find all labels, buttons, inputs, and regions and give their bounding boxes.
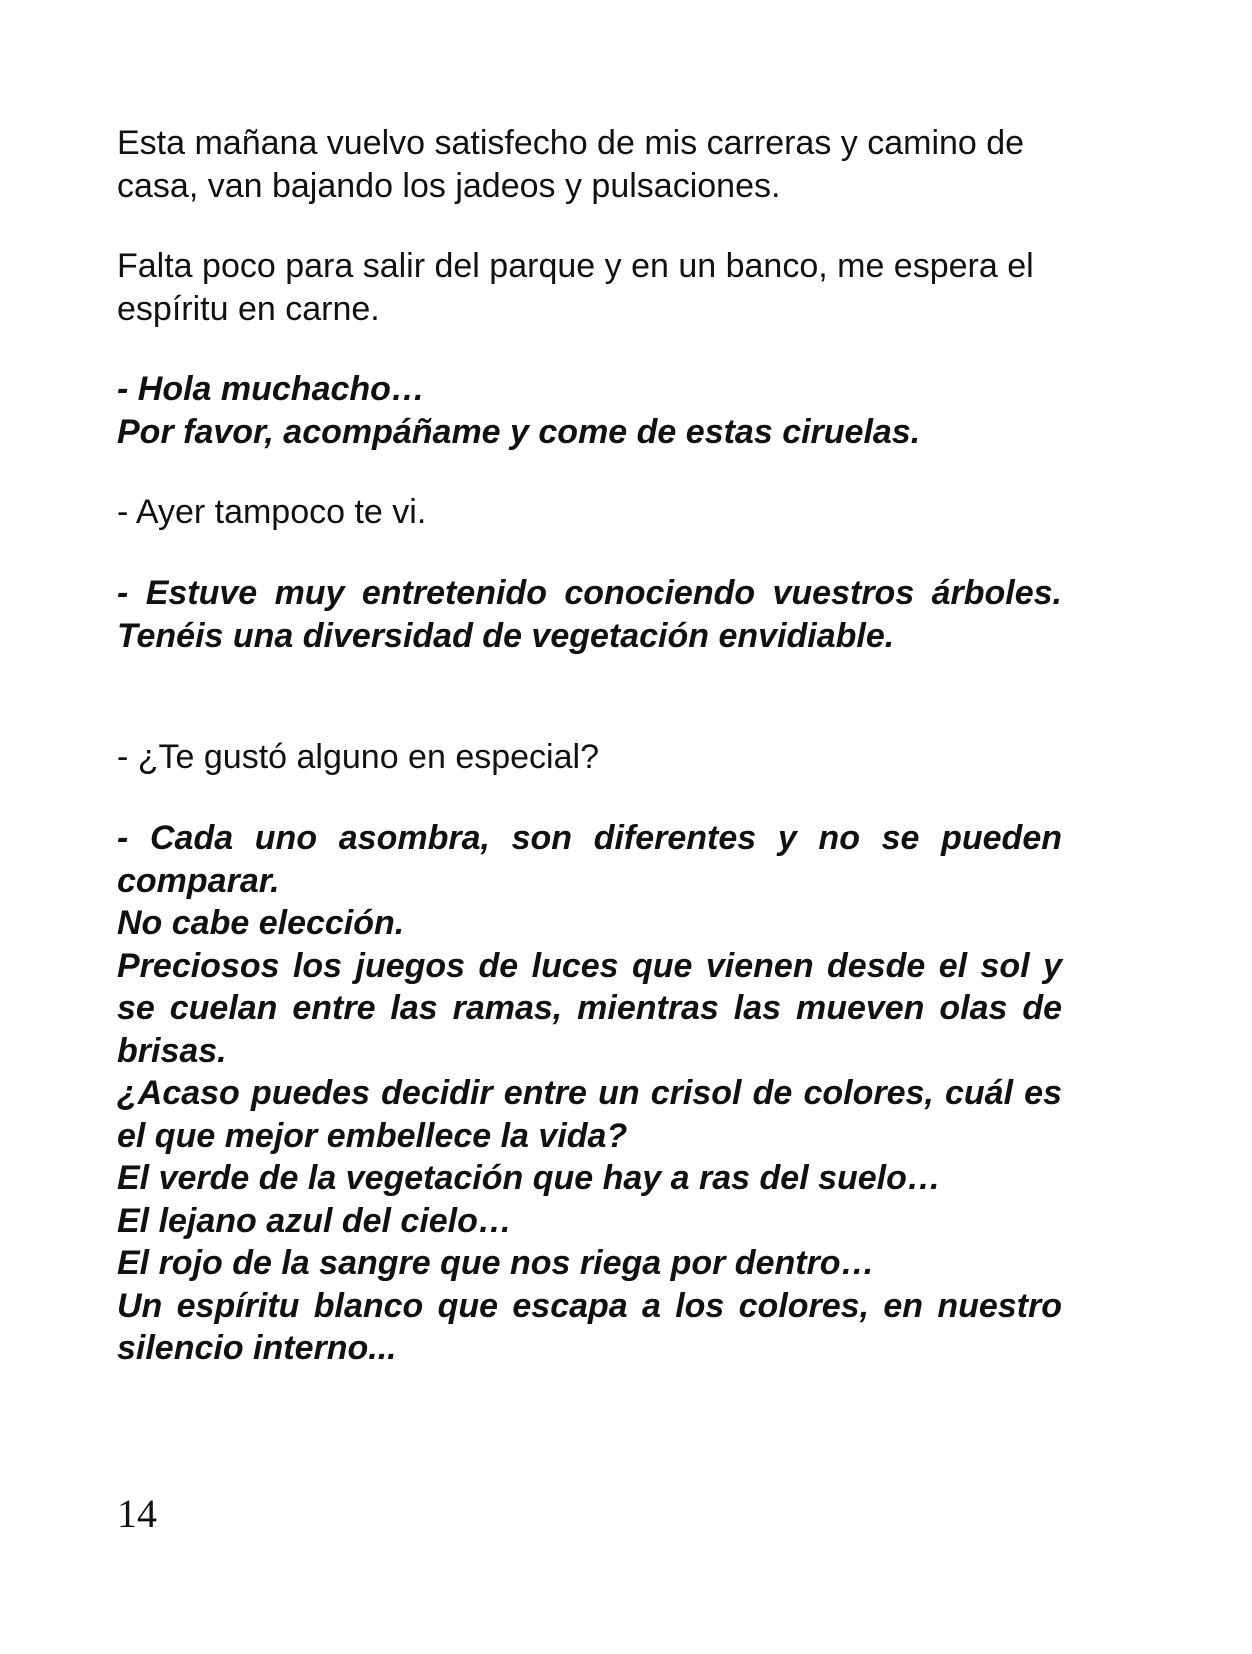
dialogue-line: Por favor, acompáñame y come de estas ciruelas. (117, 412, 921, 451)
dialogue-line: Preciosos los juegos de luces que vienen desde el sol y se cuelan entre las ramas, mientras las mueven olas de brisas. (117, 946, 1062, 1070)
paragraph-5 (117, 572, 1062, 657)
dialogue-line: - Cada uno asombra, son diferentes y no se pueden comparar. (117, 819, 1062, 900)
dialogue-line: El verde de la vegetación que hay a ras del suelo… (117, 1159, 941, 1197)
narration-text: Esta mañana vuelvo satisfecho de mis carreras y camino de casa, van bajando los jadeos y pulsaciones. (117, 124, 1025, 205)
paragraph-3 (117, 368, 1062, 453)
narration-text: Falta poco para salir del parque y en un banco, me espera el espíritu en carne. (117, 247, 1034, 328)
dialogue-line: - Ayer tampoco te vi. (117, 493, 427, 531)
paragraph-4 (117, 491, 1062, 534)
dialogue-line: - Hola muchacho… (117, 370, 425, 408)
dialogue-line: ¿Acaso puedes decidir entre un crisol de colores, cuál es el que mejor embellece la vida? (117, 1074, 1062, 1155)
dialogue-line: El lejano azul del cielo… (117, 1201, 512, 1240)
dialogue-line: El rojo de la sangre que nos riega por dentro… (117, 1244, 875, 1282)
dialogue-line: No cabe elección. (117, 904, 405, 942)
paragraph-6 (117, 736, 1062, 779)
paragraph-2 (117, 245, 1062, 330)
dialogue-line: Un espíritu blanco que escapa a los colores, en nuestro silencio interno... (117, 1286, 1062, 1367)
paragraph-1 (117, 122, 1062, 207)
dialogue-line: - ¿Te gustó alguno en especial? (117, 738, 599, 776)
dialogue-line: - Estuve muy entretenido conociendo vuestros árboles. Tenéis una diversidad de vegetación envidiable. (117, 574, 1062, 655)
page-number: 14 (117, 1491, 157, 1536)
paragraph-7 (117, 817, 1062, 1370)
